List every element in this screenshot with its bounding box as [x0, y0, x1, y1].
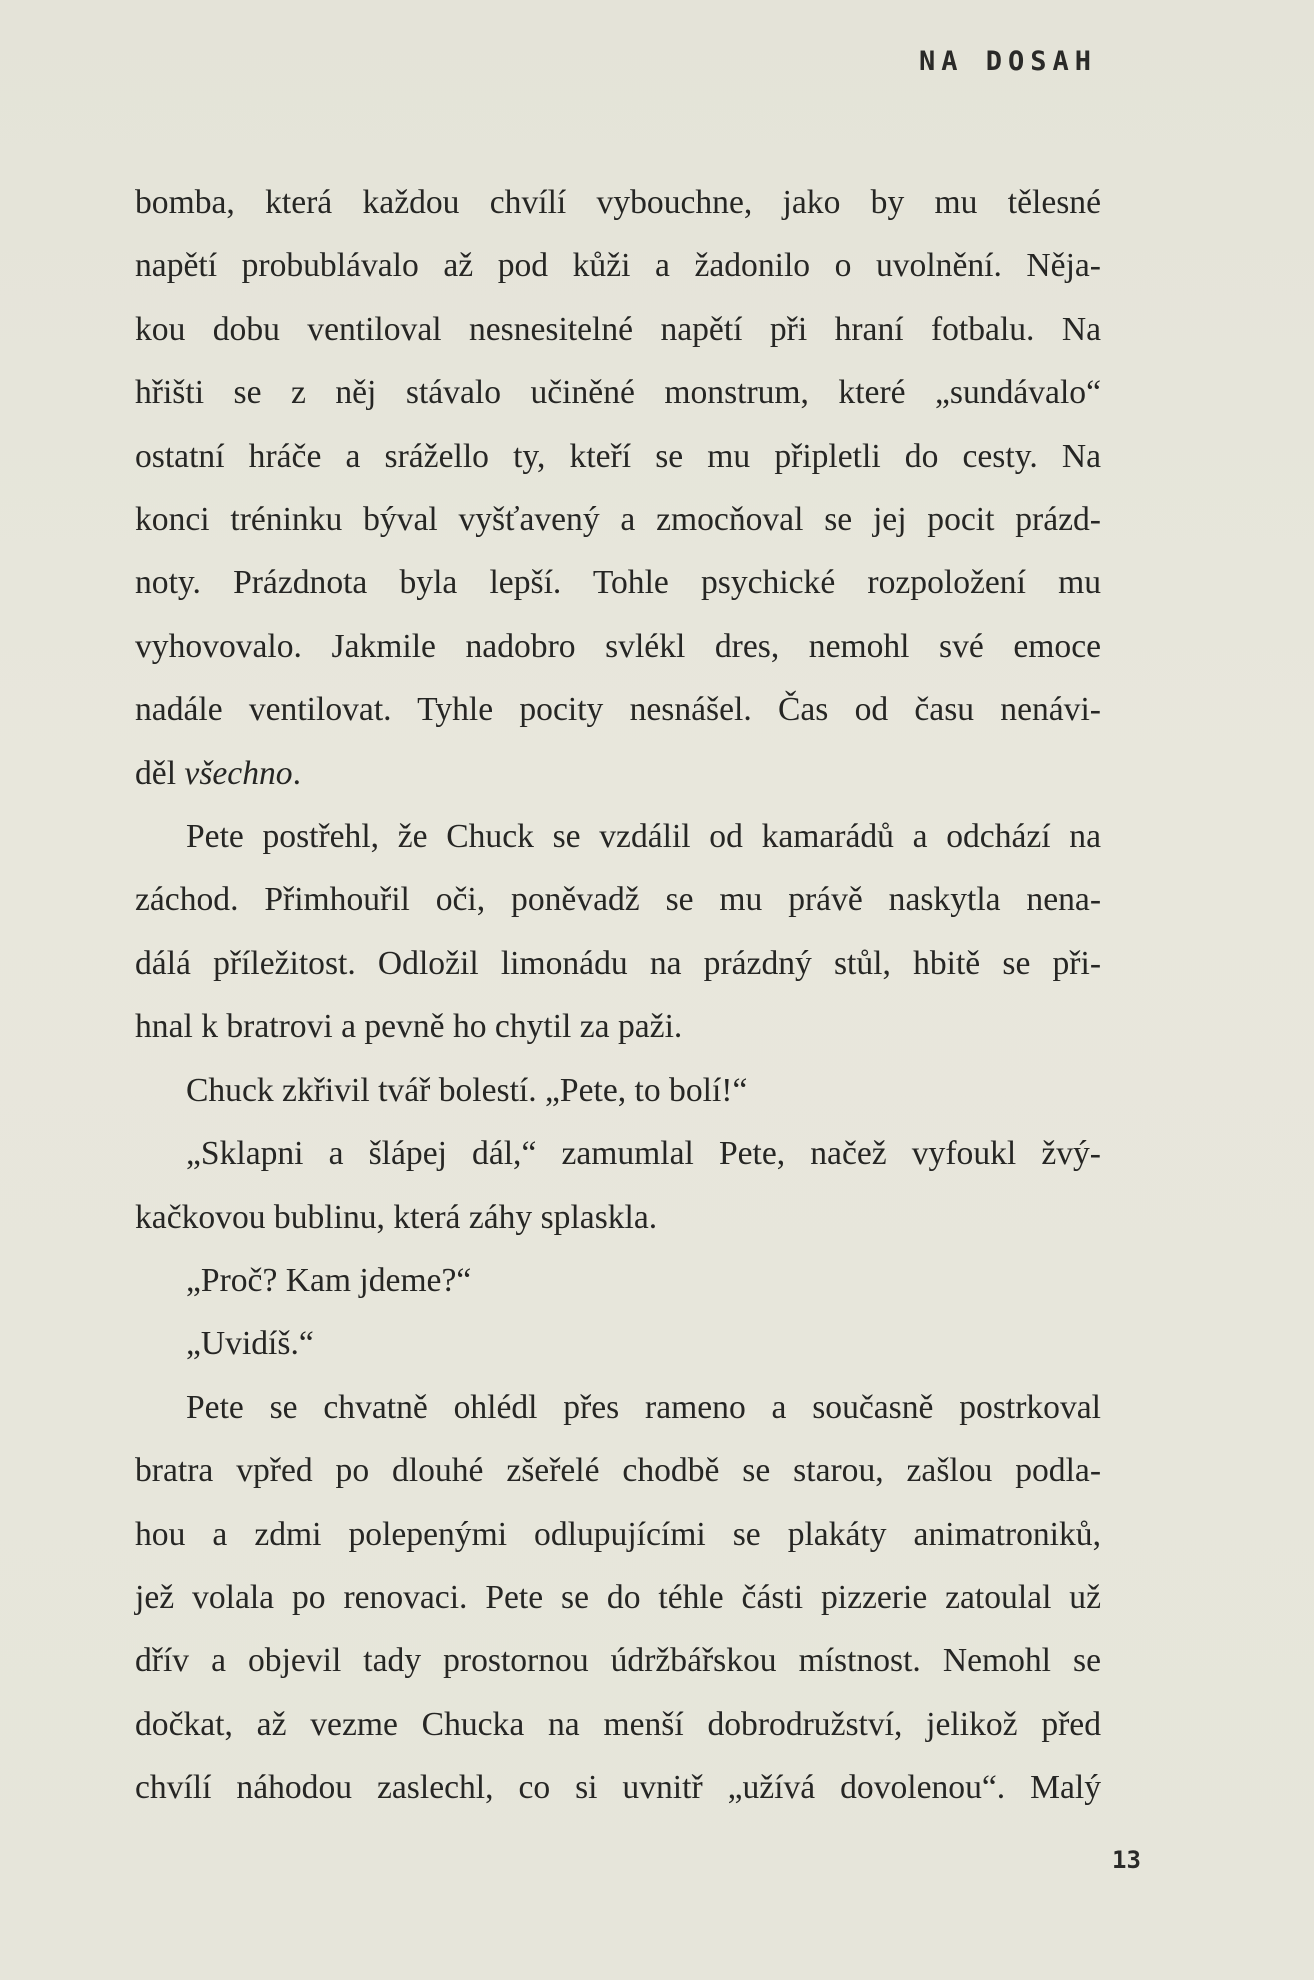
text-line: konci tréninku býval vyšťavený a zmocňoval se jej pocit prázd- [135, 501, 1101, 539]
text-line: „Proč? Kam jdeme?“ [186, 1261, 472, 1299]
text-line: záchod. Přimhouřil oči, poněvadž se mu právě naskytla nena- [135, 881, 1101, 919]
text-line: hnal k bratrovi a pevně ho chytil za paži. [135, 1008, 683, 1046]
paragraph-3 [135, 1059, 1101, 1122]
text-line: „Sklapni a šlápej dál,“ zamumlal Pete, načež vyfoukl žvý- [186, 1135, 1101, 1173]
text-line: dálá příležitost. Odložil limonádu na prázdný stůl, hbitě se při- [135, 944, 1101, 982]
text-line: kou dobu ventiloval nesnesitelné napětí při hraní fotbalu. Na [135, 310, 1101, 348]
text-line: ostatní hráče a srážello ty, kteří se mu připletli do cesty. Na [135, 437, 1101, 475]
text-line: Pete postřehl, že Chuck se vzdálil od kamarádů a odchází na [186, 818, 1101, 856]
text-line [135, 742, 1101, 805]
text-fragment: . [292, 754, 301, 792]
text-line: hou a zdmi polepenými odlupujícími se plakáty animatroniků, [135, 1515, 1101, 1553]
text-line: napětí probublávalo až pod kůži a žadonilo o uvolnění. Něja- [135, 247, 1101, 285]
text-line: kačkovou bublinu, která záhy splaskla. [135, 1198, 658, 1236]
text-line: chvílí náhodou zaslechl, co si uvnitř „užívá dovolenou“. Malý [135, 1769, 1101, 1807]
paragraph-1 [135, 171, 1101, 805]
text-line: hřišti se z něj stávalo učiněné monstrum, které „sundávalo“ [135, 374, 1101, 412]
italic-word: všechno [184, 754, 293, 792]
text-line: bratra vpřed po dlouhé zšeřelé chodbě se starou, zašlou podla- [135, 1452, 1101, 1490]
text-fragment: děl [135, 754, 185, 792]
body-text [135, 171, 1101, 1820]
paragraph-2 [135, 805, 1101, 1059]
text-line: „Uvidíš.“ [186, 1325, 314, 1363]
page-number: 13 [1112, 1846, 1141, 1874]
text-line: bomba, která každou chvílí vybouchne, jako by mu tělesné [135, 184, 1101, 221]
text-line: Pete se chvatně ohlédl přes rameno a současně postrkoval [186, 1388, 1101, 1426]
text-line: nadále ventilovat. Tyhle pocity nesnášel. Čas od času nenávi- [135, 691, 1101, 729]
paragraph-4 [135, 1122, 1101, 1249]
text-line: noty. Prázdnota byla lepší. Tohle psychické rozpoložení mu [135, 564, 1101, 602]
paragraph-5 [135, 1249, 1101, 1312]
text-line: Chuck zkřivil tvář bolestí. „Pete, to bolí!“ [186, 1071, 748, 1109]
text-line: vyhovovalo. Jakmile nadobro svlékl dres, nemohl své emoce [135, 627, 1101, 665]
text-line: dřív a objevil tady prostornou údržbářskou místnost. Nemohl se [135, 1642, 1101, 1680]
paragraph-7 [135, 1376, 1101, 1820]
text-line: jež volala po renovaci. Pete se do téhle části pizzerie zatoulal už [135, 1578, 1101, 1616]
text-line: dočkat, až vezme Chucka na menší dobrodružství, jelikož před [135, 1705, 1101, 1743]
paragraph-6 [135, 1312, 1101, 1375]
running-head: NA DOSAH [918, 46, 1097, 77]
